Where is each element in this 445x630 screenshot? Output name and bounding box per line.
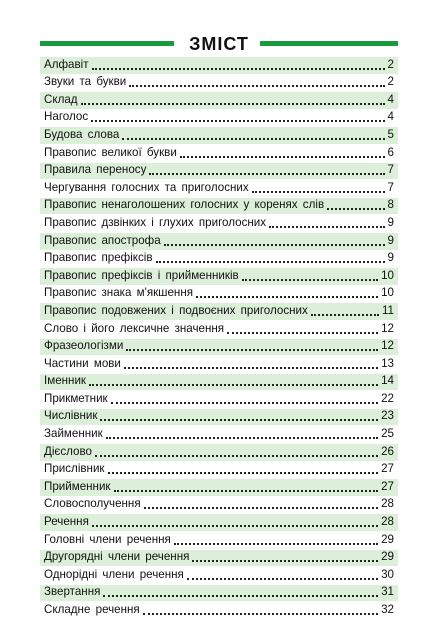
- toc-entry-label: Другорядні члени речення: [44, 550, 190, 564]
- toc-entry-page: 5: [387, 127, 394, 141]
- toc-entry[interactable]: [40, 602, 398, 619]
- table-of-contents: [40, 57, 398, 620]
- dot-leader: [164, 244, 385, 246]
- dot-leader: [89, 384, 378, 386]
- toc-entry[interactable]: [40, 585, 398, 602]
- dot-leader: [144, 507, 379, 509]
- dot-leader: [149, 173, 384, 175]
- toc-entry-label: Головні члени речення: [44, 532, 171, 546]
- toc-entry[interactable]: [40, 321, 398, 338]
- dot-leader: [269, 226, 384, 228]
- dot-leader: [227, 332, 378, 334]
- header-rule-right: [260, 41, 398, 46]
- toc-entry-page: 10: [381, 286, 394, 300]
- toc-header: [40, 32, 398, 56]
- toc-entry-page: 12: [381, 339, 394, 353]
- dot-leader: [129, 85, 384, 87]
- toc-entry-label: Іменник: [44, 374, 86, 388]
- dot-leader: [196, 296, 378, 298]
- toc-entry[interactable]: [40, 409, 398, 426]
- toc-entry-page: 14: [381, 374, 394, 388]
- toc-entry-label: Займенник: [44, 427, 103, 441]
- toc-entry-label: Правопис апострофа: [44, 233, 161, 247]
- dot-leader: [92, 525, 378, 527]
- dot-leader: [100, 419, 378, 421]
- toc-entry-label: Правопис великої букви: [44, 145, 177, 159]
- toc-entry-label: Фразеологізми: [44, 339, 124, 353]
- toc-entry[interactable]: [40, 180, 398, 197]
- toc-entry[interactable]: [40, 303, 398, 320]
- toc-entry[interactable]: [40, 391, 398, 408]
- toc-entry[interactable]: [40, 145, 398, 162]
- dot-leader: [114, 490, 379, 492]
- dot-leader: [91, 120, 384, 122]
- toc-entry-label: Частини мови: [44, 356, 121, 370]
- toc-entry-label: Правила переносу: [44, 163, 147, 177]
- toc-entry-page: 32: [381, 603, 394, 616]
- toc-entry-page: 28: [381, 497, 394, 511]
- toc-entry-page: 2: [387, 57, 394, 71]
- toc-entry[interactable]: [40, 479, 398, 496]
- toc-entry-page: 27: [381, 462, 394, 476]
- toc-entry-page: 31: [381, 585, 394, 599]
- dot-leader: [95, 455, 378, 457]
- toc-entry-page: 25: [381, 427, 394, 441]
- toc-entry[interactable]: [40, 514, 398, 531]
- toc-entry-label: Правопис дзвінких і глухих приголосних: [44, 215, 267, 229]
- dot-leader: [327, 208, 384, 210]
- toc-entry[interactable]: [40, 268, 398, 285]
- toc-entry[interactable]: [40, 426, 398, 443]
- dot-leader: [311, 314, 379, 316]
- dot-leader: [124, 367, 378, 369]
- toc-entry-page: 2: [387, 75, 394, 89]
- toc-entry-label: Правопис ненаголошених голосних у коренях слів: [44, 198, 325, 212]
- dot-leader: [126, 349, 378, 351]
- toc-entry[interactable]: [40, 497, 398, 514]
- toc-entry-page: 29: [381, 550, 394, 564]
- toc-entry-page: 22: [381, 391, 394, 405]
- toc-entry[interactable]: [40, 110, 398, 127]
- toc-entry[interactable]: [40, 356, 398, 373]
- toc-entry[interactable]: [40, 567, 398, 584]
- toc-entry-label: Склад: [44, 92, 78, 106]
- toc-entry-label: Речення: [44, 515, 89, 529]
- toc-entry-page: 4: [387, 92, 394, 106]
- toc-entry[interactable]: [40, 532, 398, 549]
- toc-entry[interactable]: [40, 374, 398, 391]
- toc-entry-label: Словосполучення: [44, 497, 141, 511]
- dot-leader: [92, 68, 385, 70]
- dot-leader: [187, 578, 378, 580]
- toc-entry[interactable]: [40, 198, 398, 215]
- toc-entry[interactable]: [40, 75, 398, 92]
- toc-entry-label: Дієслово: [44, 444, 92, 458]
- dot-leader: [252, 191, 385, 193]
- toc-entry-label: Прикметник: [44, 391, 108, 405]
- toc-entry-label: Складне речення: [44, 603, 140, 616]
- toc-entry-page: 11: [381, 303, 394, 317]
- toc-entry-label: Числівник: [44, 409, 98, 423]
- toc-entry-page: 8: [387, 198, 394, 212]
- dot-leader: [106, 437, 378, 439]
- toc-entry-label: Правопис префіксів: [44, 251, 153, 265]
- toc-entry-page: 30: [381, 567, 394, 581]
- toc-entry-label: Правопис подовжених і подвоєних приголосних: [44, 303, 308, 317]
- dot-leader: [156, 261, 385, 263]
- toc-entry-page: 4: [387, 110, 394, 124]
- toc-entry-page: 6: [387, 145, 394, 159]
- toc-entry-label: Алфавіт: [44, 57, 89, 71]
- toc-entry-page: 9: [387, 215, 394, 229]
- toc-entry-label: Будова слова: [44, 127, 120, 141]
- toc-entry-page: 9: [387, 233, 394, 247]
- toc-entry[interactable]: [40, 215, 398, 232]
- toc-entry-page: 7: [387, 163, 394, 177]
- toc-entry-page: 12: [381, 321, 394, 335]
- toc-entry-label: Однорідні члени речення: [44, 567, 184, 581]
- toc-entry[interactable]: [40, 163, 398, 180]
- toc-entry-label: Чергування голосних та приголосних: [44, 180, 249, 194]
- toc-entry[interactable]: [40, 92, 398, 109]
- toc-entry-label: Слово і його лексичне значення: [44, 321, 225, 335]
- dot-leader: [180, 156, 385, 158]
- dot-leader: [108, 472, 379, 474]
- dot-leader: [143, 613, 378, 615]
- toc-entry-page: 23: [381, 409, 394, 423]
- toc-entry-page: 29: [381, 532, 394, 546]
- toc-entry-page: 10: [381, 268, 394, 282]
- toc-entry-page: 7: [387, 180, 394, 194]
- toc-entry-label: Звуки та букви: [44, 75, 127, 89]
- toc-entry-label: Правопис префіксів і прийменників: [44, 268, 239, 282]
- dot-leader: [103, 595, 378, 597]
- toc-entry[interactable]: [40, 444, 398, 461]
- dot-leader: [111, 402, 378, 404]
- toc-entry-label: Прислівник: [44, 462, 105, 476]
- toc-entry-label: Звертання: [44, 585, 101, 599]
- toc-entry-page: 9: [387, 251, 394, 265]
- toc-entry-label: Прийменник: [44, 479, 111, 493]
- dot-leader: [122, 138, 384, 140]
- toc-entry-page: 13: [381, 356, 394, 370]
- dot-leader: [81, 103, 385, 105]
- toc-entry-label: Правопис знака м'якшення: [44, 286, 194, 300]
- toc-entry[interactable]: [40, 251, 398, 268]
- dot-leader: [174, 543, 378, 545]
- page-title: ЗМІСТ: [189, 34, 249, 54]
- toc-entry[interactable]: [40, 233, 398, 250]
- toc-entry-page: 28: [381, 515, 394, 529]
- toc-entry[interactable]: [40, 57, 398, 74]
- toc-entry-label: Наголос: [44, 110, 89, 124]
- toc-entry[interactable]: [40, 550, 398, 567]
- toc-entry[interactable]: [40, 339, 398, 356]
- dot-leader: [192, 560, 378, 562]
- toc-entry-page: 26: [381, 444, 394, 458]
- toc-entry-page: 27: [381, 479, 394, 493]
- toc-entry[interactable]: [40, 462, 398, 479]
- toc-entry[interactable]: [40, 286, 398, 303]
- toc-entry[interactable]: [40, 127, 398, 144]
- dot-leader: [242, 279, 378, 281]
